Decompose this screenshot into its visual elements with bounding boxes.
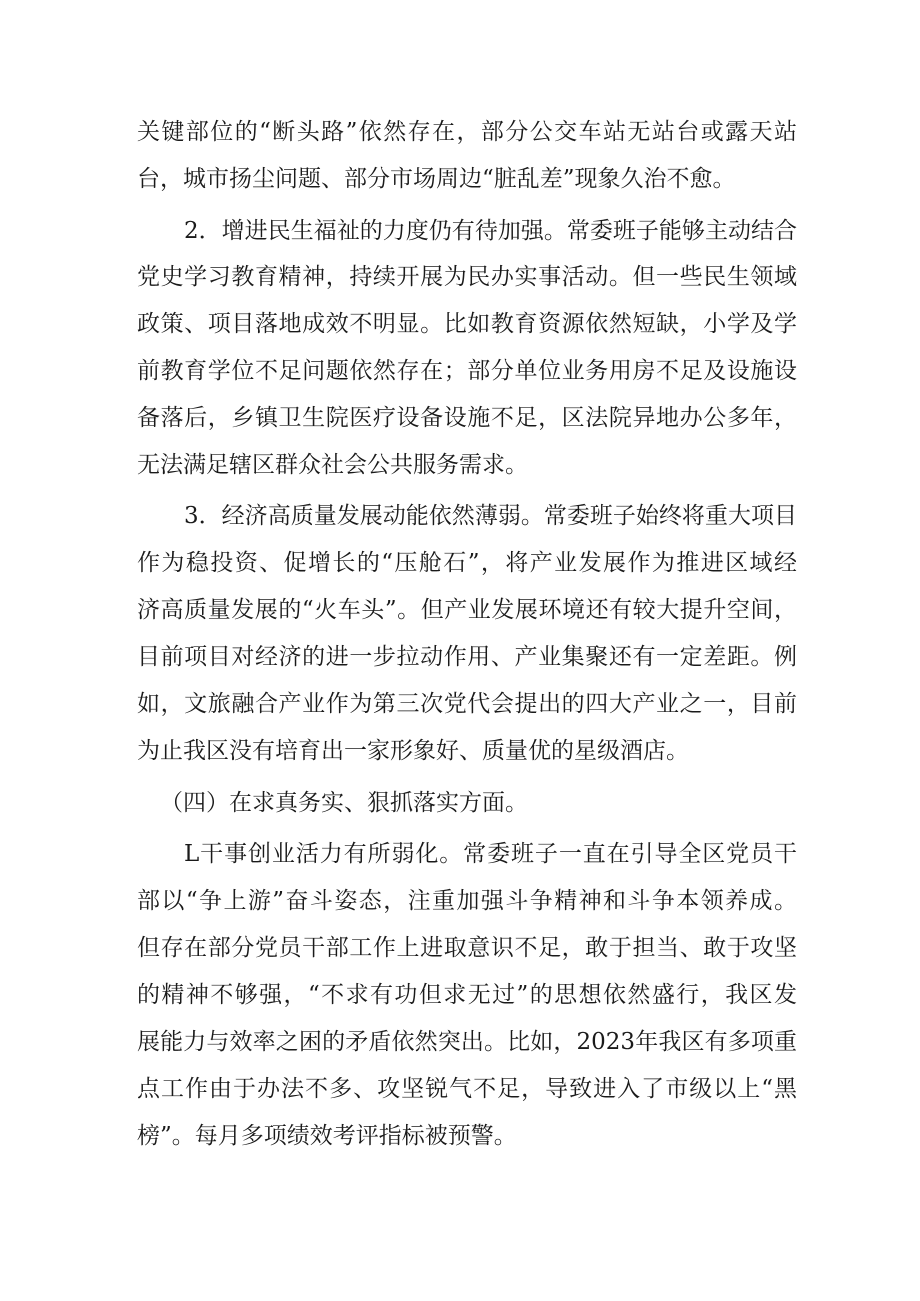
paragraph-line: 2．增进民生福祉的力度仍有待加强。常委班子能够主动结合	[184, 218, 797, 244]
paragraph-line: 作为稳投资、促增长的“压舱石”，将产业发展作为推进区域经	[137, 550, 797, 576]
paragraph-line: 目前项目对经济的进一步拉动作用、产业集聚还有一定差距。例	[137, 644, 797, 670]
paragraph-line: L干事创业活力有所弱化。常委班子一直在引导全区党员干	[184, 841, 797, 867]
paragraph-line: 济高质量发展的“火车头”。但产业发展环境还有较大提升空间，	[137, 597, 797, 623]
paragraph-line: 关键部位的“断头路”依然存在，部分公交车站无站台或露天站	[137, 119, 797, 145]
paragraph-line: 如，文旅融合产业作为第三次党代会提出的四大产业之一，目前	[137, 691, 797, 717]
paragraph-line: 无法满足辖区群众社会公共服务需求。	[137, 452, 528, 478]
paragraph-line: 但存在部分党员干部工作上进取意识不足，敢于担当、敢于攻坚	[137, 935, 797, 961]
paragraph-line: 部以“争上游”奋斗姿态，注重加强斗争精神和斗争本领养成。	[137, 888, 797, 914]
paragraph-line: 点工作由于办法不多、攻坚锐气不足，导致进入了市级以上“黑	[137, 1076, 797, 1102]
paragraph-line: 的精神不够强，“不求有功但求无过”的思想依然盛行，我区发	[137, 982, 797, 1008]
paragraph-line: 榜”。每月多项绩效考评指标被预警。	[137, 1123, 517, 1149]
paragraph-line: 党史学习教育精神，持续开展为民办实事活动。但一些民生领域	[137, 264, 797, 290]
paragraph-line: 展能力与效率之困的矛盾依然突出。比如，2023年我区有多项重	[137, 1029, 797, 1055]
paragraph-line: 前教育学位不足问题依然存在；部分单位业务用房不足及设施设	[137, 358, 797, 384]
paragraph-line: 备落后，乡镇卫生院医疗设备设施不足，区法院异地办公多年，	[137, 405, 797, 431]
paragraph-line: 政策、项目落地成效不明显。比如教育资源依然短缺，小学及学	[137, 311, 797, 337]
paragraph-line: 台，城市扬尘问题、部分市场周边“脏乱差”现象久治不愈。	[137, 166, 736, 192]
paragraph-line: 为止我区没有培育出一家形象好、质量优的星级酒店。	[137, 738, 689, 764]
section-heading: （四）在求真务实、狠抓落实方面。	[160, 790, 528, 816]
paragraph-line: 3．经济高质量发展动能依然薄弱。常委班子始终将重大项目	[184, 503, 797, 529]
